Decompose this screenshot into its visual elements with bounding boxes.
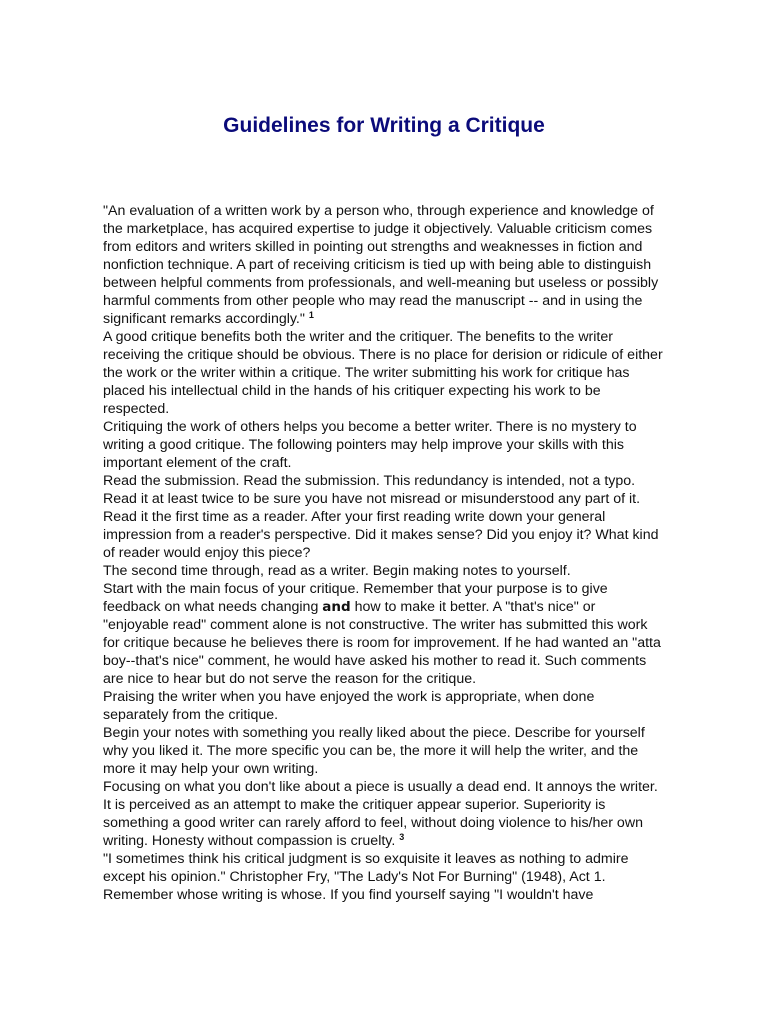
- paragraph-benefits: A good critique benefits both the writer and the critiquer. The benefits to the writer receiving the critique should be obvious. There is no place for derision or ridicule of either the work or the writer within a critique. The writer submitting his work for critique has placed his intellectual child in the hands of his critiquer expecting his work to be respected.: [103, 329, 663, 417]
- paragraph-better-writer: Critiquing the work of others helps you become a better writer. There is no mystery to writing a good critique. The following pointers may help improve your skills with this important element of the craft.: [103, 419, 637, 471]
- paragraph-dead-end: [103, 778, 663, 850]
- paragraph-whose-writing: Remember whose writing is whose. If you find yourself saying "I wouldn't have: [103, 887, 594, 903]
- paragraph-read-submission: Read the submission. Read the submission. This redundancy is intended, not a typo. Read it at least twice to be sure you have not misread or misunderstood any part of it.: [103, 473, 641, 507]
- paragraph-begin-notes: Begin your notes with something you really liked about the piece. Describe for yourself why you liked it. The more specific you can be, the more it will help the writer, and the more it may help your own writing.: [103, 725, 645, 777]
- footnote-marker: 3: [399, 832, 405, 842]
- paragraph-text: how to make it better. A "that's nice" or "enjoyable read" comment alone is not constructive. The writer has submitted this work for critique because he believes there is room for improvement. If he had wanted an "atta boy--that's nice" comment, he would have asked his mother to read it. Such comments are nice to hear but do not serve the reason for the critique.: [103, 599, 661, 687]
- paragraph-text: Focusing on what you don't like about a piece is usually a dead end. It annoys the writer. It is perceived as an attempt to make the critiquer appear superior. Superiority is something a good writer can rarely afford to feel, without doing violence to his/her own writing. Honesty without compassion is cruelty.: [103, 779, 658, 849]
- paragraph-text: "An evaluation of a written work by a person who, through experience and knowledge of the marketplace, has acquired expertise to judge it objectively. Valuable criticism comes from editors and writers skilled in pointing out strengths and weaknesses in fiction and nonfiction technique. A part of receiving criticism is tied up with being able to distinguish between helpful comments from professionals, and well-meaning but useless or possibly harmful comments from other people who may read the manuscript -- and in using the significant remarks accordingly.": [103, 203, 659, 327]
- paragraph-main-focus: [103, 580, 663, 688]
- paragraph-text: Start with the main focus of your critique. Remember that your purpose is to give feedback on what needs changing: [103, 581, 608, 615]
- paragraph-quote: "I sometimes think his critical judgment is so exquisite it leaves as nothing to admire except his opinion." Christopher Fry, "The Lady's Not For Burning" (1948), Act 1.: [103, 851, 629, 885]
- paragraph-praising: Praising the writer when you have enjoyed the work is appropriate, when done separately from the critique.: [103, 689, 595, 723]
- paragraph-definition: [103, 202, 663, 328]
- footnote-marker: 1: [308, 310, 314, 320]
- emphasis-text: and: [322, 599, 351, 615]
- paragraph-read-as-reader: Read it the first time as a reader. After your first reading write down your general impression from a reader's perspective. Did it makes sense? Did you enjoy it? What kind of reader would enjoy this piece?: [103, 509, 659, 561]
- page-title: Guidelines for Writing a Critique: [223, 114, 545, 137]
- paragraph-read-as-writer: The second time through, read as a writer. Begin making notes to yourself.: [103, 563, 571, 579]
- document-body: [103, 202, 663, 904]
